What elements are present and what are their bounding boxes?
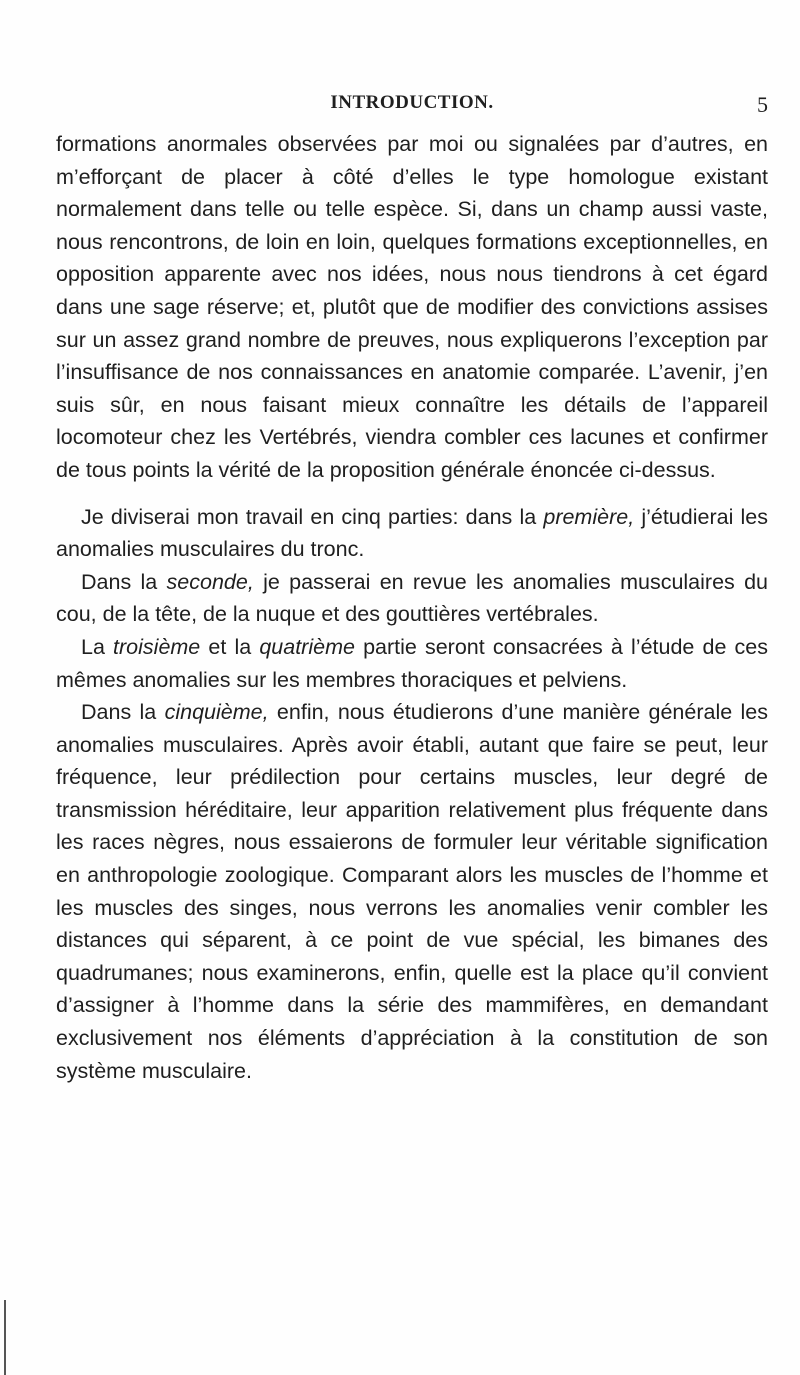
paragraph-gap [56,487,768,501]
paragraph-3-text-end: je passerai en revue les anomalies musculaires du cou, de la tête, de la nuque et des gouttières vertébrales. [56,569,768,627]
paragraph-4-emphasis-2: quatrième [259,634,355,659]
body-text [56,128,768,1087]
paragraph-5-text-end: enfin, nous étudierons d’une manière générale les anomalies musculaires. Après avoir établi, autant que faire se peut, leur fréquence, leur prédilection pour certains muscles, leur degré de transmission héréditaire, leur apparition relativement plus fréquente dans les races nègres, nous essaierons de formuler leur véritable signification en anthropologie zoologique. Comparant alors les muscles de l’homme et les muscles des singes, nous verrons les anomalies venir combler les distances qui séparent, à ce point de vue spécial, les bimanes des quadrumanes; nous examinerons, enfin, quelle est la place qu’il convient d’assigner à l’homme dans la série des mammifères, en demandant exclusivement nos éléments d’appréciation à la constitution de son système musculaire. [56,700,769,1083]
paragraph-5 [56,696,768,1087]
paragraph-2 [56,501,768,566]
paragraph-5-text: Dans la [81,700,165,725]
running-head: INTRODUCTION. [330,92,494,113]
paragraph-4-text: La [81,634,114,659]
paragraph-4-text-end: partie seront consacrées à l’étude de ces mêmes anomalies sur les membres thoraciques et pelviens. [56,634,769,692]
page-number: 5 [757,92,768,117]
paragraph-3-emphasis: seconde, [166,569,254,594]
page-header [56,92,768,122]
paragraph-2-emphasis: première, [543,504,635,529]
paragraph-4-emphasis: troisième [113,634,201,659]
paragraph-5-emphasis: cinquième, [164,700,269,725]
paragraph-4-text-middle: et la [200,634,260,659]
paragraph-3 [56,566,768,631]
paragraph-4 [56,631,768,696]
paragraph-1: formations anormales observées par moi ou signalées par d’autres, en m’efforçant de placer à côté d’elles le type homologue existant normalement dans telle ou telle espèce. Si, dans un champ aussi vaste, nous rencontrons, de loin en loin, quelques formations exceptionnelles, en opposition apparente avec nos idées, nous nous tiendrons à cet égard dans une sage réserve; et, plutôt que de modifier des convictions assises sur un assez grand nombre de preuves, nous expliquerons l’exception par l’insuffisance de nos connaissances en anatomie comparée. L’avenir, j’en suis sûr, en nous faisant mieux connaître les détails de l’appareil locomoteur chez les Vertébrés, viendra combler ces lacunes et confirmer de tous points la vérité de la proposition générale énoncée ci-dessus. [56,132,768,482]
paragraph-3-text: Dans la [81,569,167,594]
scan-edge-line [4,1300,6,1375]
paragraph-2-text: Je diviserai mon travail en cinq parties: dans la [81,504,544,529]
paragraph-2-text-end: j’étudierai les anomalies musculaires du tronc. [56,504,768,562]
